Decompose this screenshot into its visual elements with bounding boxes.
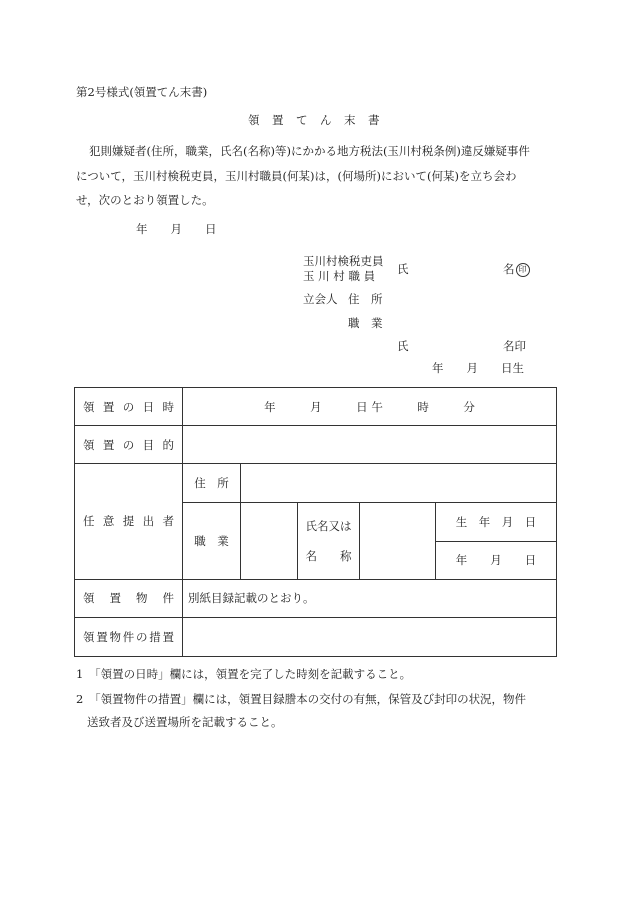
witness-mei-in: 名印 bbox=[503, 339, 526, 353]
seizure-datetime-value: 年 月 日 午 時 分 bbox=[183, 388, 557, 426]
document-title: 領 置 て ん 末 書 bbox=[248, 113, 380, 127]
submitter-occupation-value bbox=[241, 503, 298, 579]
body-line-3: せ，次のとおり領置した。 bbox=[76, 193, 214, 207]
witness-birthdate: 年 月 日生 bbox=[432, 361, 524, 375]
witness-occupation: 職 業 bbox=[348, 316, 383, 330]
date-line: 年 月 日 bbox=[136, 222, 217, 236]
seized-items-label: 領置物件 bbox=[75, 579, 183, 617]
seal-icon: 印 bbox=[516, 263, 530, 277]
seized-items-value: 別紙目録記載のとおり。 bbox=[183, 579, 557, 617]
voluntary-submitter-label: 任意提出者 bbox=[75, 464, 183, 579]
seizure-purpose-label: 領置の目的 bbox=[75, 426, 183, 464]
witness-address: 住 所 bbox=[348, 292, 383, 306]
official-village-staff: 玉 川 村 職 員 bbox=[303, 269, 376, 283]
body-line-2: について，玉川村検税吏員，玉川村職員(何某)は，(何場所)において(何某)を立ち会わ bbox=[76, 169, 517, 183]
submitter-birth-value: 年 月 日 bbox=[436, 541, 557, 579]
name-label-line2: 名 称 bbox=[305, 549, 352, 564]
submitter-birth-label: 生 年 月 日 bbox=[436, 503, 557, 541]
submitter-occupation-label: 職 業 bbox=[183, 503, 241, 579]
seizure-purpose-value bbox=[183, 426, 557, 464]
seized-items-disposition-value bbox=[183, 617, 557, 656]
note-1: 1 「領置の日時」欄には，領置を完了した時刻を記載すること。 bbox=[76, 667, 412, 681]
witness-label: 立会人 bbox=[303, 292, 338, 306]
body-line-1: 犯則嫌疑者(住所，職業，氏名(名称)等)にかかる地方税法(玉川村税条例)違反嫌疑事件 bbox=[89, 144, 530, 158]
note-2-line1: 2 「領置物件の措置」欄には，領置目録謄本の交付の有無，保管及び封印の状況，物件 bbox=[76, 692, 527, 706]
submitter-address-label: 住 所 bbox=[183, 464, 241, 503]
submitter-name-label bbox=[298, 503, 360, 579]
signature-mei bbox=[503, 261, 530, 277]
name-label-line1: 氏名又は bbox=[305, 519, 352, 534]
seizure-table bbox=[74, 387, 557, 657]
submitter-address-value bbox=[241, 464, 557, 503]
official-tax-officer: 玉川村検税吏員 bbox=[303, 254, 384, 268]
note-2-line2: 送致者及び送置場所を記載すること。 bbox=[87, 715, 283, 729]
mei-label: 名 bbox=[503, 262, 515, 276]
witness-shi: 氏 bbox=[397, 339, 409, 353]
seizure-datetime-label: 領置の日時 bbox=[75, 388, 183, 426]
signature-shi: 氏 bbox=[397, 262, 409, 276]
seized-items-disposition-label: 領置物件の措置 bbox=[75, 617, 183, 656]
submitter-name-value bbox=[360, 503, 436, 579]
form-number: 第2号様式(領置てん末書) bbox=[76, 85, 208, 99]
